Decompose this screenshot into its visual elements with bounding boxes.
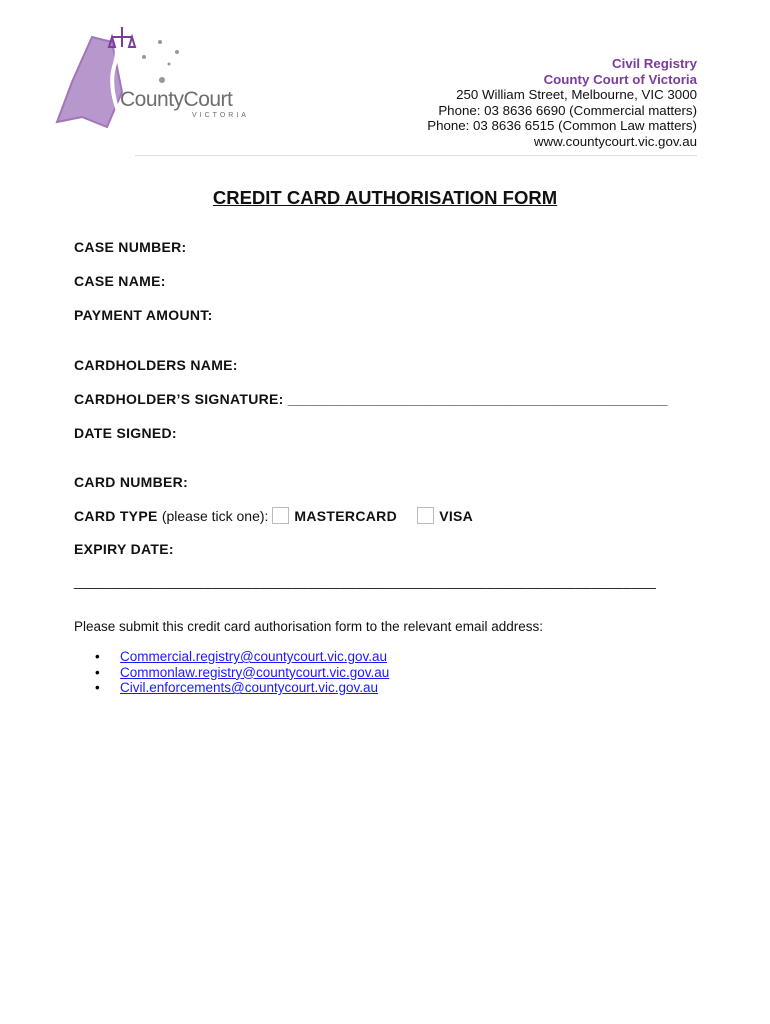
date-signed-field[interactable]: DATE SIGNED: [74,425,177,441]
visa-label: VISA [439,508,474,524]
card-type-hint: (please tick one): [161,508,269,524]
expiry-date-field[interactable]: EXPIRY DATE: [74,541,174,557]
phone-common-law: Phone: 03 8636 6515 (Common Law matters) [427,118,697,134]
page-title: CREDIT CARD AUTHORISATION FORM [212,187,558,208]
mastercard-checkbox[interactable] [272,507,289,524]
registry-address [427,56,697,150]
blank-line: ________________________________________________________________________ [74,573,657,589]
list-item [95,665,389,681]
logo-text: CountyCourt [120,88,233,111]
email-link-commonlaw[interactable]: Commonlaw.registry@countycourt.vic.gov.au [120,664,390,680]
case-name-field[interactable]: CASE NAME: [74,273,166,289]
cardholder-name-field[interactable]: CARDHOLDERS NAME: [74,357,238,373]
payment-amount-field[interactable]: PAYMENT AMOUNT: [74,307,213,323]
card-type-row [74,507,473,524]
card-type-label: CARD TYPE [74,508,158,524]
county-court-logo [52,22,252,137]
email-link-civil[interactable]: Civil.enforcements@countycourt.vic.gov.au [120,680,379,696]
visa-checkbox[interactable] [417,507,434,524]
instructions: Please submit this credit card authorisation form to the relevant email address: [74,619,543,634]
lady-justice-icon [52,22,252,137]
org-name: County Court of Victoria [543,71,697,87]
phone-commercial: Phone: 03 8636 6690 (Commercial matters) [438,102,697,118]
email-list [95,649,389,696]
signature-field[interactable]: CARDHOLDER’S SIGNATURE: _______________________________________________ [74,391,668,407]
list-item [95,649,389,665]
list-item [95,680,389,696]
header-divider [135,155,697,156]
website: www.countycourt.vic.gov.au [533,133,697,149]
email-link-commercial[interactable]: Commercial.registry@countycourt.vic.gov.au [120,649,388,664]
case-number-field[interactable]: CASE NUMBER: [74,239,187,255]
logo-subtext: VICTORIA [192,112,249,119]
card-number-field[interactable]: CARD NUMBER: [74,474,189,490]
dept-name: Civil Registry [612,56,697,71]
mastercard-label: MASTERCARD [294,508,397,524]
street-address: 250 William Street, Melbourne, VIC 3000 [456,87,697,103]
